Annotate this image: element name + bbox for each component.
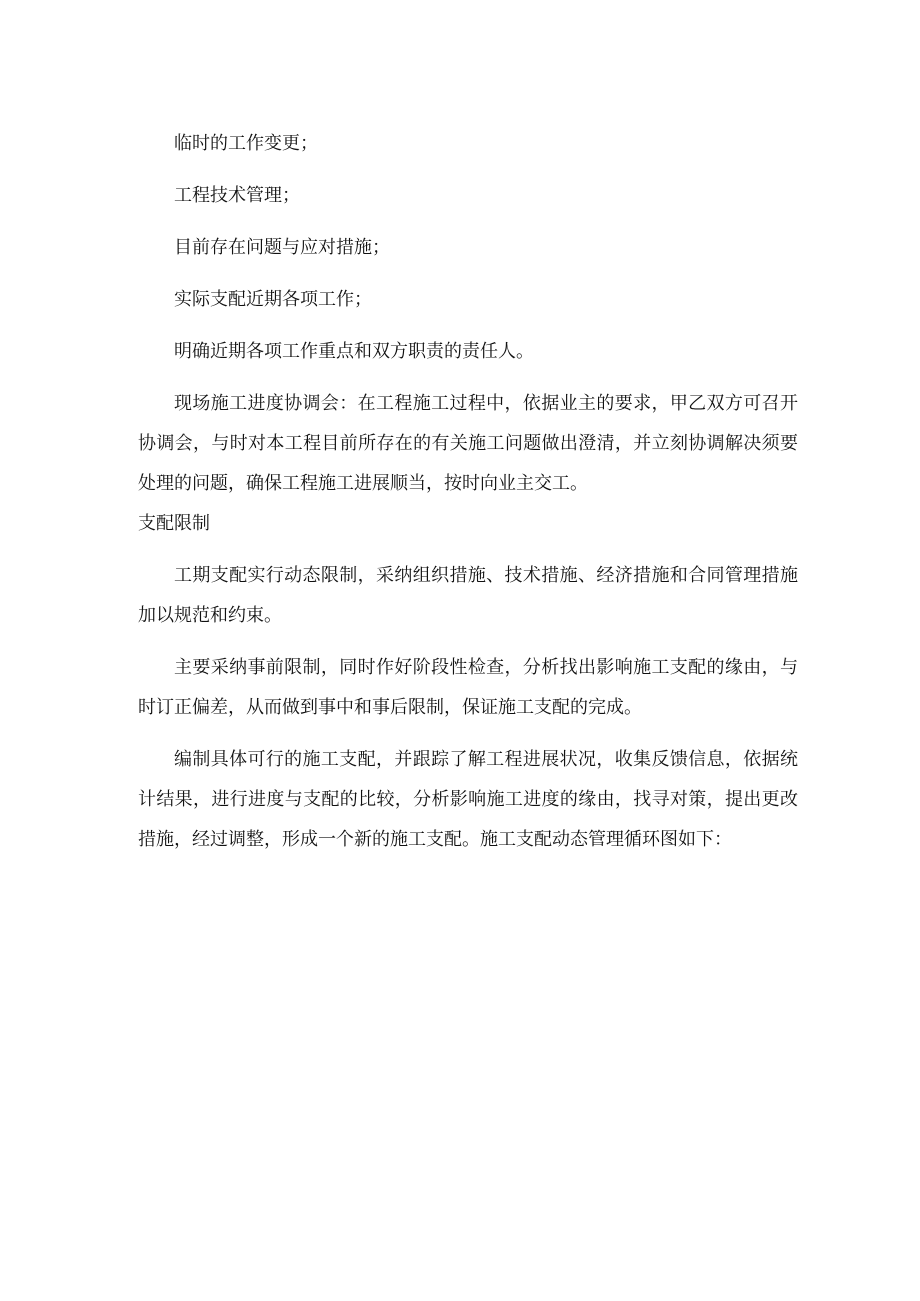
paragraph-dynamic-control: 工期支配实行动态限制，采纳组织措施、技术措施、经济措施和合同管理措施加以规范和约束。 xyxy=(138,565,798,626)
list-item-temporary-work-change: 临时的工作变更； xyxy=(174,133,318,154)
list-item-responsibilities: 明确近期各项工作重点和双方职责的责任人。 xyxy=(174,341,534,362)
list-item-current-problems: 目前存在问题与应对措施； xyxy=(174,237,390,258)
paragraph-plan-cycle: 编制具体可行的施工支配，并跟踪了解工程进展状况，收集反馈信息，依据统计结果，进行进度与支配的比较，分析影响施工进度的缘由，找寻对策，提出更改措施，经过调整，形成一个新的施工支配。施工支配动态管理循环图如下： xyxy=(138,749,798,850)
section-heading: 支配限制 xyxy=(138,513,210,534)
list-item-engineering-technical-management: 工程技术管理； xyxy=(174,185,300,206)
paragraph-coordination-meeting: 现场施工进度协调会：在工程施工过程中，依据业主的要求，甲乙双方可召开协调会，与时对本工程目前所存在的有关施工问题做出澄清，并立刻协调解决须要处理的问题，确保工程施工进展顺当，按时向业主交工。 xyxy=(138,393,798,494)
paragraph-prior-control: 主要采纳事前限制，同时作好阶段性检查，分析找出影响施工支配的缘由，与时订正偏差，从而做到事中和事后限制，保证施工支配的完成。 xyxy=(138,657,798,718)
document-body xyxy=(138,124,798,860)
list-item-recent-work-arrangement: 实际支配近期各项工作； xyxy=(174,289,372,310)
